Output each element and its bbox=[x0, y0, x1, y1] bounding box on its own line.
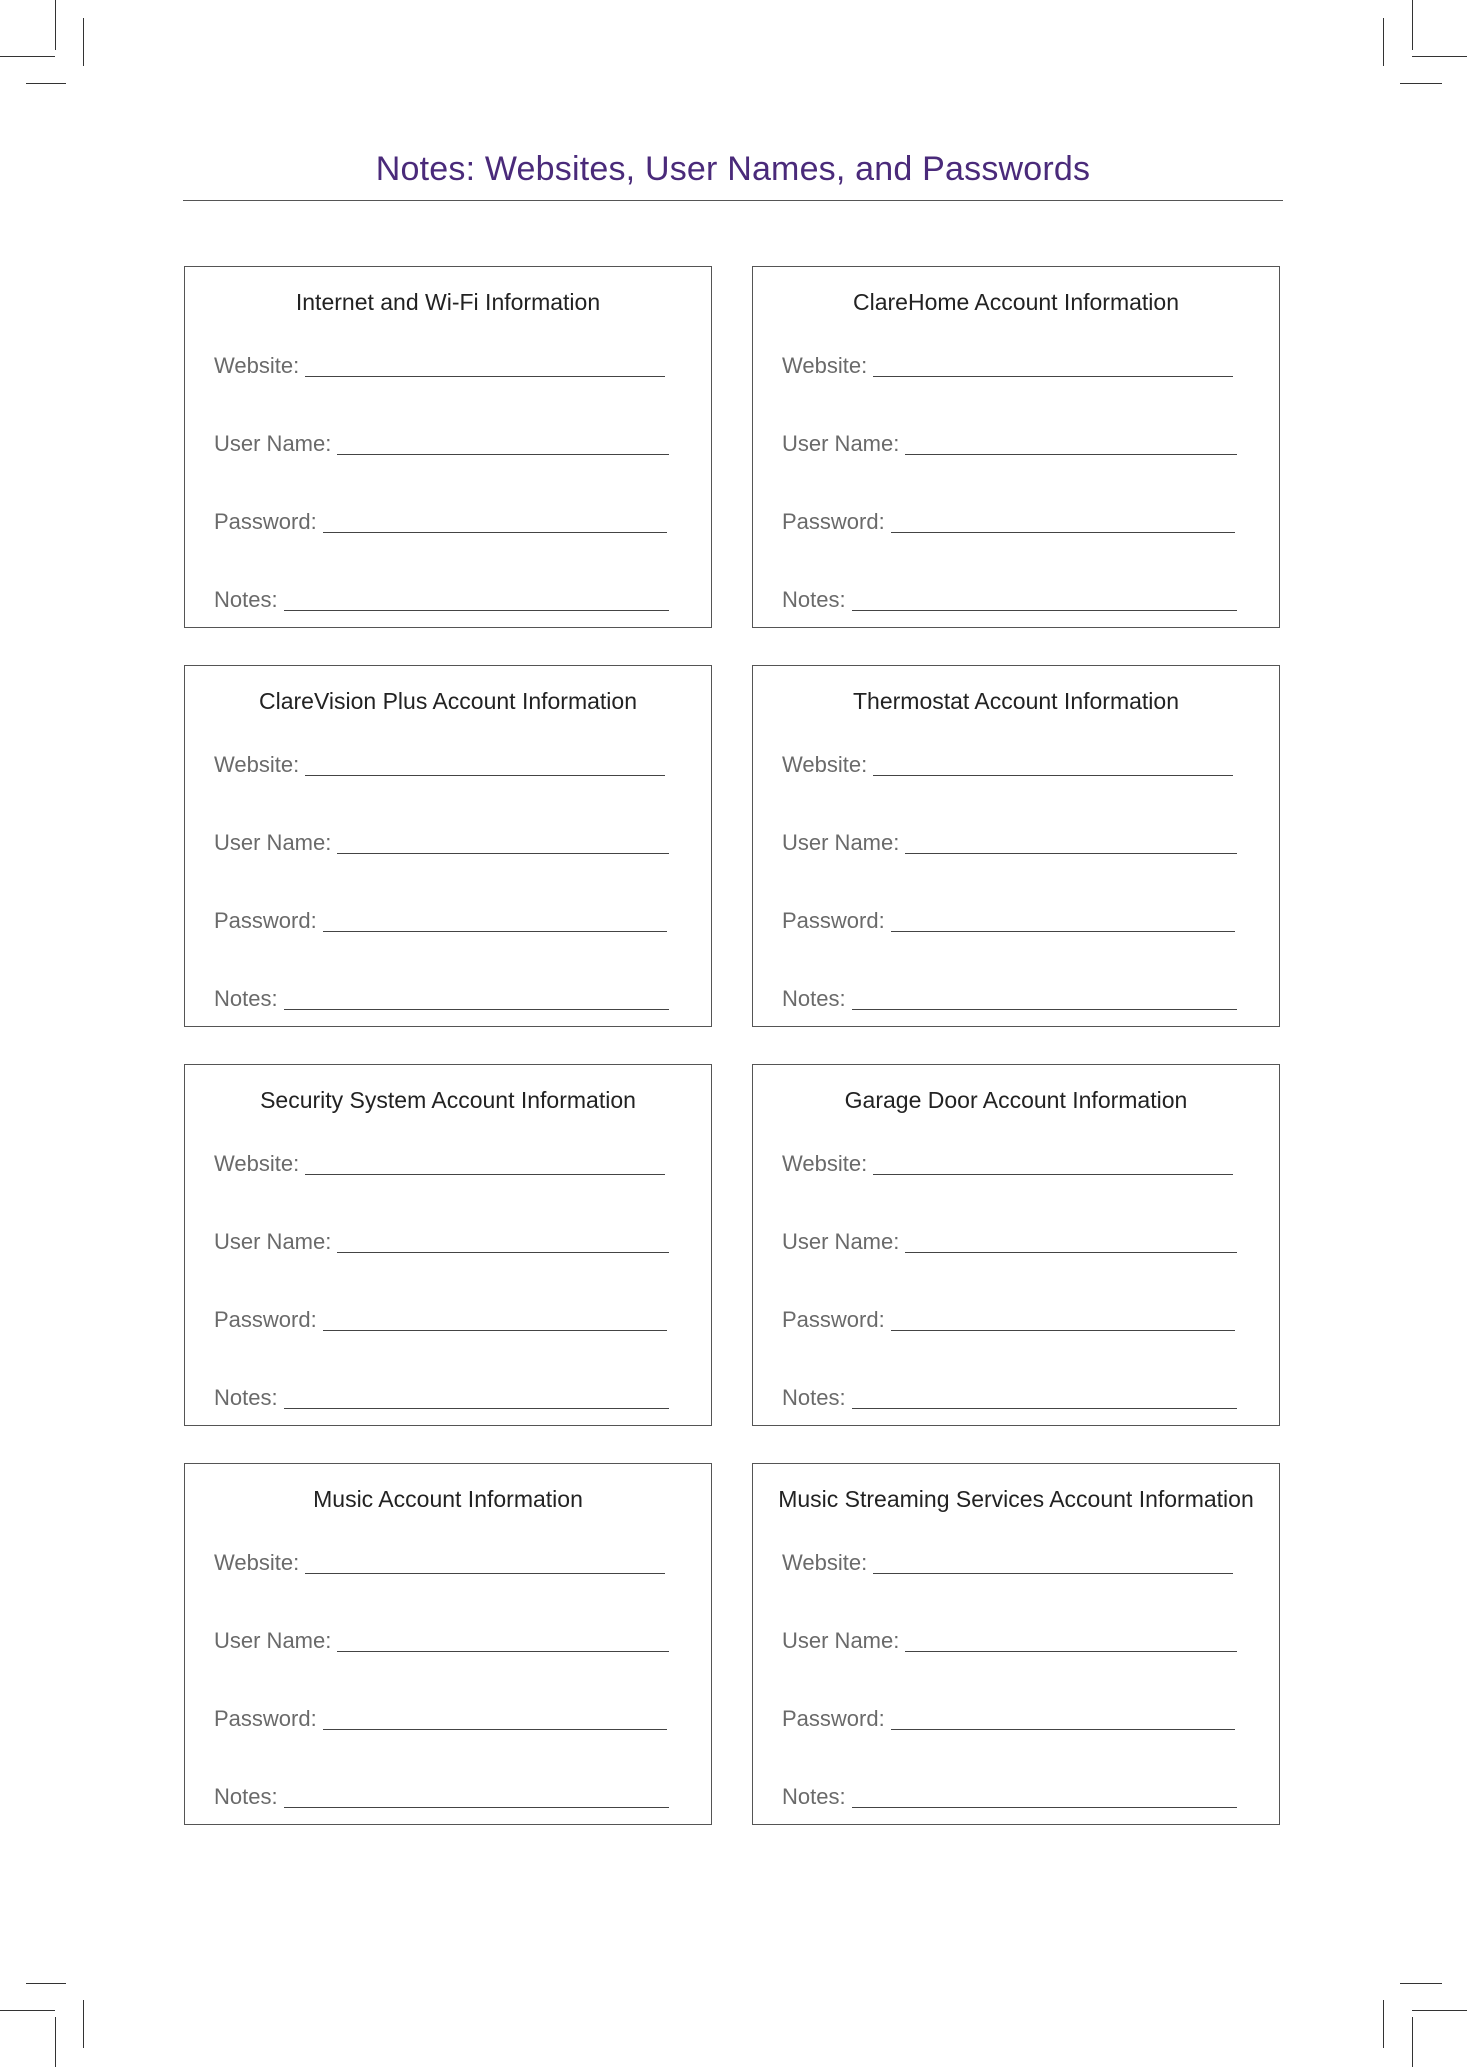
fill-in-line[interactable] bbox=[905, 1252, 1237, 1253]
fill-in-line[interactable] bbox=[873, 1573, 1233, 1574]
password-field[interactable] bbox=[782, 1301, 1235, 1333]
user-name-field[interactable] bbox=[214, 1622, 669, 1654]
notes-field[interactable] bbox=[782, 581, 1237, 613]
website-field[interactable] bbox=[214, 1544, 665, 1576]
fill-in-line[interactable] bbox=[337, 454, 669, 455]
card-title: Garage Door Account Information bbox=[844, 1087, 1188, 1113]
fill-in-line[interactable] bbox=[852, 1408, 1237, 1409]
crop-mark bbox=[1412, 2017, 1413, 2067]
field-label: Website: bbox=[782, 1151, 868, 1176]
user-name-field[interactable] bbox=[214, 824, 669, 856]
field-label: Website: bbox=[214, 1550, 300, 1575]
field-label: Website: bbox=[214, 752, 300, 777]
field-label: User Name: bbox=[782, 1628, 900, 1653]
field-label: Website: bbox=[782, 353, 868, 378]
fill-in-line[interactable] bbox=[891, 931, 1235, 932]
website-field[interactable] bbox=[214, 1145, 665, 1177]
notes-field[interactable] bbox=[214, 1778, 669, 1810]
website-field[interactable] bbox=[782, 347, 1233, 379]
password-field[interactable] bbox=[782, 1700, 1235, 1732]
notes-field[interactable] bbox=[782, 1778, 1237, 1810]
fill-in-line[interactable] bbox=[873, 775, 1233, 776]
field-label: Password: bbox=[214, 509, 317, 534]
password-field[interactable] bbox=[214, 902, 667, 934]
website-field[interactable] bbox=[782, 746, 1233, 778]
card-clarevision-plus bbox=[184, 665, 712, 1027]
field-label: Password: bbox=[214, 1706, 317, 1731]
fill-in-line[interactable] bbox=[323, 931, 667, 932]
field-label: User Name: bbox=[782, 431, 900, 456]
crop-mark bbox=[0, 2010, 55, 2011]
field-label: Notes: bbox=[214, 1385, 278, 1410]
card-thermostat bbox=[752, 665, 1280, 1027]
notes-field[interactable] bbox=[782, 1379, 1237, 1411]
fill-in-line[interactable] bbox=[323, 1330, 667, 1331]
crop-mark bbox=[55, 0, 56, 50]
fill-in-line[interactable] bbox=[891, 532, 1235, 533]
field-label: Notes: bbox=[782, 1784, 846, 1809]
password-field[interactable] bbox=[782, 503, 1235, 535]
website-field[interactable] bbox=[782, 1145, 1233, 1177]
website-field[interactable] bbox=[782, 1544, 1233, 1576]
field-label: Website: bbox=[782, 1550, 868, 1575]
crop-mark bbox=[1383, 18, 1384, 66]
page-title: Notes: Websites, User Names, and Passwords bbox=[375, 150, 1091, 188]
card-garage-door bbox=[752, 1064, 1280, 1426]
crop-mark bbox=[26, 1983, 66, 1984]
fill-in-line[interactable] bbox=[337, 1252, 669, 1253]
fill-in-line[interactable] bbox=[905, 853, 1237, 854]
field-label: Password: bbox=[782, 1307, 885, 1332]
crop-mark bbox=[0, 56, 55, 57]
crop-mark bbox=[26, 83, 66, 84]
card-music-streaming bbox=[752, 1463, 1280, 1825]
card-title: Music Streaming Services Account Information bbox=[778, 1486, 1254, 1512]
fill-in-line[interactable] bbox=[284, 610, 669, 611]
fill-in-line[interactable] bbox=[891, 1729, 1235, 1730]
fill-in-line[interactable] bbox=[305, 376, 665, 377]
user-name-field[interactable] bbox=[214, 425, 669, 457]
fill-in-line[interactable] bbox=[323, 1729, 667, 1730]
fill-in-line[interactable] bbox=[852, 610, 1237, 611]
notes-field[interactable] bbox=[214, 980, 669, 1012]
field-label: Notes: bbox=[214, 587, 278, 612]
field-label: Password: bbox=[782, 908, 885, 933]
fill-in-line[interactable] bbox=[323, 532, 667, 533]
notes-field[interactable] bbox=[214, 1379, 669, 1411]
fill-in-line[interactable] bbox=[284, 1807, 669, 1808]
card-clarehome bbox=[752, 266, 1280, 628]
password-field[interactable] bbox=[782, 902, 1235, 934]
fill-in-line[interactable] bbox=[305, 1174, 665, 1175]
user-name-field[interactable] bbox=[782, 824, 1237, 856]
field-label: User Name: bbox=[214, 1628, 332, 1653]
field-label: User Name: bbox=[214, 1229, 332, 1254]
crop-mark bbox=[1400, 83, 1442, 84]
crop-mark bbox=[83, 18, 84, 66]
card-title: Thermostat Account Information bbox=[853, 688, 1179, 714]
fill-in-line[interactable] bbox=[305, 775, 665, 776]
notes-field[interactable] bbox=[782, 980, 1237, 1012]
fill-in-line[interactable] bbox=[852, 1009, 1237, 1010]
card-internet-wifi bbox=[184, 266, 712, 628]
notes-field[interactable] bbox=[214, 581, 669, 613]
field-label: Password: bbox=[214, 1307, 317, 1332]
field-label: Notes: bbox=[782, 1385, 846, 1410]
crop-mark bbox=[1412, 0, 1413, 50]
crop-mark bbox=[1400, 1983, 1442, 1984]
field-label: Notes: bbox=[214, 986, 278, 1011]
field-label: User Name: bbox=[782, 1229, 900, 1254]
card-music bbox=[184, 1463, 712, 1825]
field-label: Notes: bbox=[782, 986, 846, 1011]
user-name-field[interactable] bbox=[214, 1223, 669, 1255]
fill-in-line[interactable] bbox=[905, 454, 1237, 455]
field-label: User Name: bbox=[214, 431, 332, 456]
password-field[interactable] bbox=[214, 1700, 667, 1732]
user-name-field[interactable] bbox=[782, 1622, 1237, 1654]
card-title: ClareVision Plus Account Information bbox=[259, 688, 637, 714]
field-label: User Name: bbox=[782, 830, 900, 855]
fill-in-line[interactable] bbox=[337, 1651, 669, 1652]
user-name-field[interactable] bbox=[782, 425, 1237, 457]
password-field[interactable] bbox=[214, 503, 667, 535]
password-field[interactable] bbox=[214, 1301, 667, 1333]
fill-in-line[interactable] bbox=[873, 376, 1233, 377]
crop-mark bbox=[55, 2017, 56, 2067]
crop-mark bbox=[1412, 56, 1467, 57]
field-label: Website: bbox=[214, 1151, 300, 1176]
field-label: Website: bbox=[782, 752, 868, 777]
field-label: Password: bbox=[782, 509, 885, 534]
field-label: Notes: bbox=[214, 1784, 278, 1809]
user-name-field[interactable] bbox=[782, 1223, 1237, 1255]
website-field[interactable] bbox=[214, 347, 665, 379]
title-divider bbox=[183, 200, 1283, 201]
field-label: User Name: bbox=[214, 830, 332, 855]
fill-in-line[interactable] bbox=[873, 1174, 1233, 1175]
fill-in-line[interactable] bbox=[337, 853, 669, 854]
card-title: Internet and Wi-Fi Information bbox=[295, 289, 601, 315]
fill-in-line[interactable] bbox=[852, 1807, 1237, 1808]
fill-in-line[interactable] bbox=[891, 1330, 1235, 1331]
fill-in-line[interactable] bbox=[305, 1573, 665, 1574]
fill-in-line[interactable] bbox=[284, 1408, 669, 1409]
crop-mark bbox=[1383, 2000, 1384, 2048]
crop-mark bbox=[1412, 2010, 1467, 2011]
fill-in-line[interactable] bbox=[905, 1651, 1237, 1652]
fill-in-line[interactable] bbox=[284, 1009, 669, 1010]
card-title: ClareHome Account Information bbox=[853, 289, 1179, 315]
website-field[interactable] bbox=[214, 746, 665, 778]
card-title: Security System Account Information bbox=[260, 1087, 636, 1113]
field-label: Website: bbox=[214, 353, 300, 378]
crop-mark bbox=[83, 2000, 84, 2048]
card-title: Music Account Information bbox=[313, 1486, 583, 1512]
field-label: Notes: bbox=[782, 587, 846, 612]
card-security-system bbox=[184, 1064, 712, 1426]
field-label: Password: bbox=[214, 908, 317, 933]
field-label: Password: bbox=[782, 1706, 885, 1731]
